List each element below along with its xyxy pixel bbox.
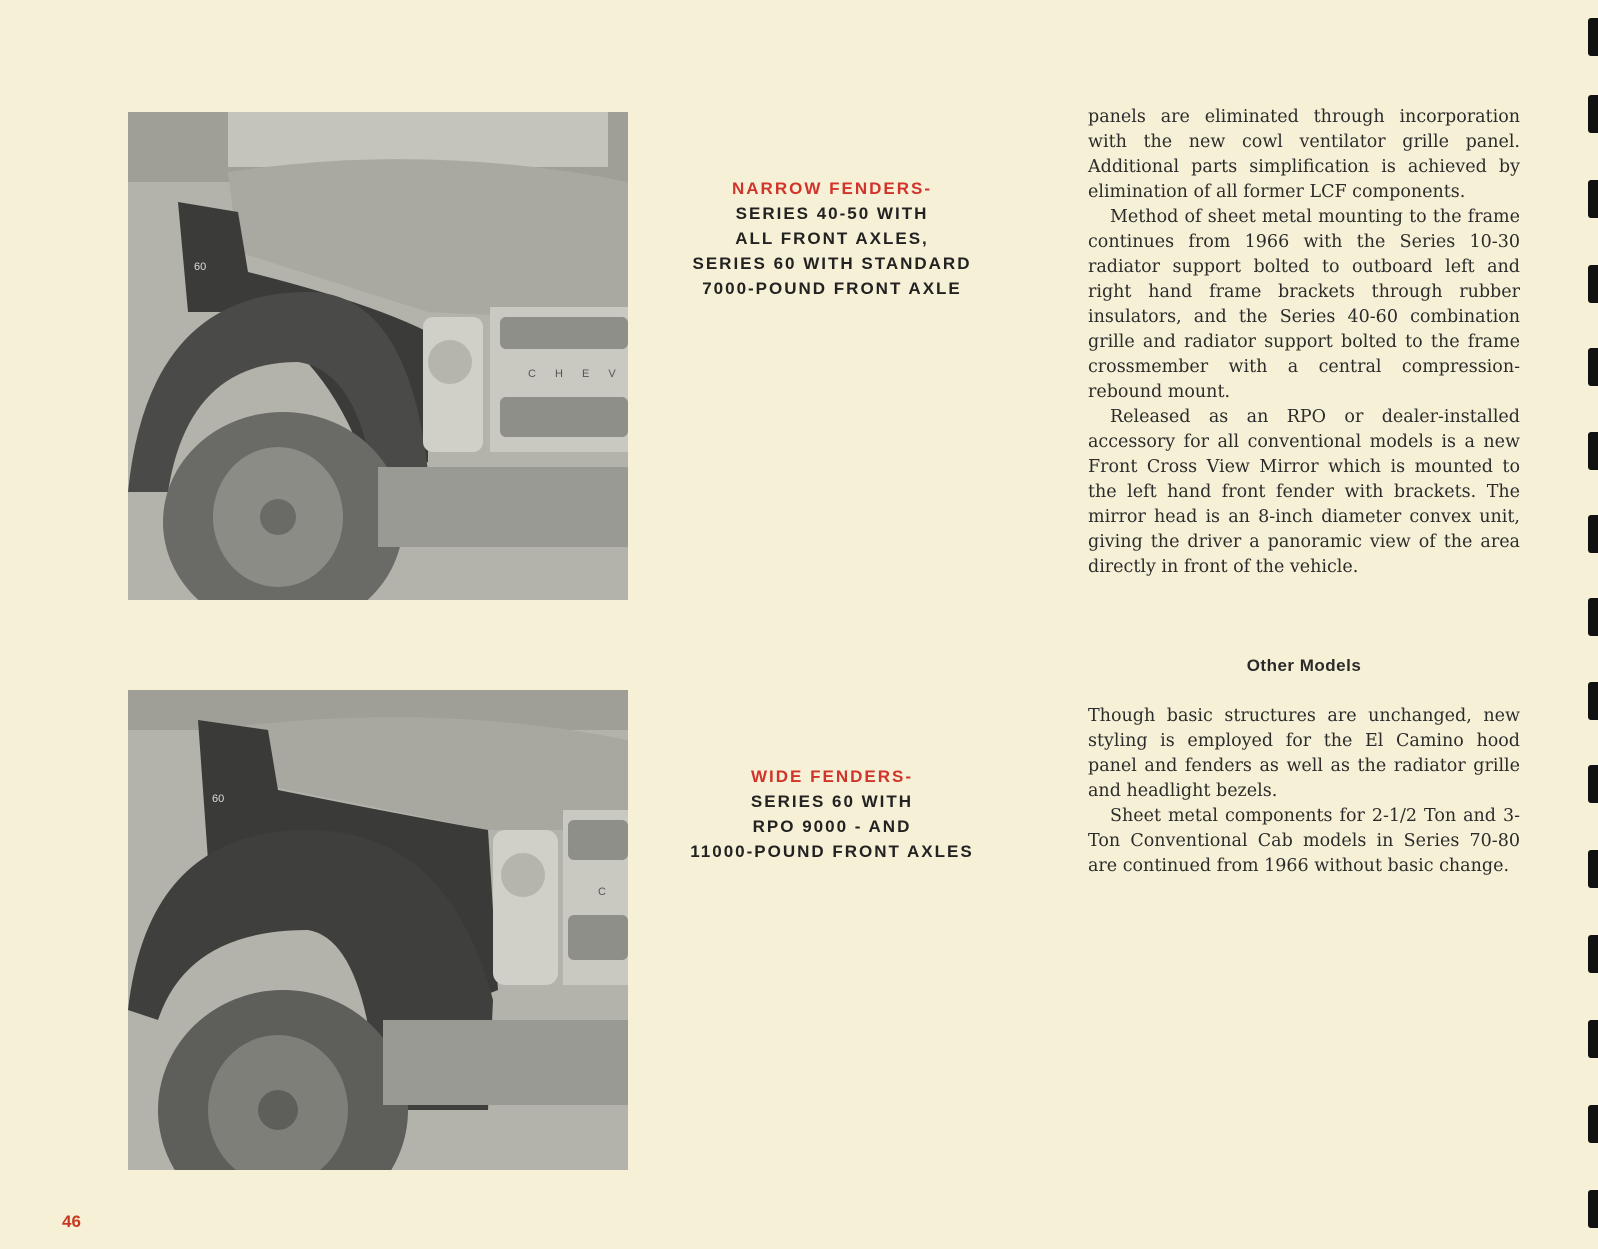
svg-text:60: 60 xyxy=(194,261,207,273)
binding-hole xyxy=(1588,348,1598,386)
caption-line: SERIES 60 WITH xyxy=(750,792,914,811)
paragraph: Method of sheet metal mounting to the frame continues from 1966 with the Series 10-30 radiator support bolted to outboard left and right hand frame brackets through rubber insulators, and the Series 40-60 combination grille and radiator support bolted to the frame crossmember with a central compression-rebound mount. xyxy=(1088,207,1520,402)
caption-heading: WIDE FENDERS- xyxy=(751,767,913,786)
paragraph: Though basic structures are unchanged, new styling is employed for the El Camino hood panel and fenders as well as the radiator grille and headlight bezels. xyxy=(1088,706,1520,801)
caption-line: SERIES 40-50 WITH xyxy=(735,204,929,223)
binding-hole xyxy=(1588,1020,1598,1058)
binding-hole xyxy=(1588,1105,1598,1143)
binding-hole xyxy=(1588,95,1598,133)
body-text-lower xyxy=(1088,704,1520,879)
wide-fenders-photo xyxy=(128,690,628,1170)
binding-hole xyxy=(1588,598,1598,636)
binding-hole xyxy=(1588,515,1598,553)
caption-line: RPO 9000 - AND xyxy=(752,817,912,836)
paragraph: Released as an RPO or dealer-installed accessory for all conventional models is a new Front Cross View Mirror which is mounted to the left hand front fender with brackets. The mirror head is an 8-inch diameter convex unit, giving the driver a panoramic view of the area directly in front of the vehicle. xyxy=(1088,407,1520,577)
section-heading: Other Models xyxy=(1246,656,1362,675)
page-number: 46 xyxy=(62,1212,81,1231)
spiral-binding xyxy=(1588,0,1598,1249)
truck-front-wide-illustration xyxy=(128,690,628,1170)
caption-line: SERIES 60 WITH STANDARD xyxy=(692,254,972,273)
binding-hole xyxy=(1588,765,1598,803)
binding-hole xyxy=(1588,18,1598,56)
svg-text:60: 60 xyxy=(212,793,225,805)
body-text-upper xyxy=(1088,105,1520,580)
wide-fenders-caption xyxy=(672,764,992,864)
binding-hole xyxy=(1588,1190,1598,1228)
narrow-fenders-photo xyxy=(128,112,628,600)
caption-line: 11000-POUND FRONT AXLES xyxy=(690,842,974,861)
binding-hole xyxy=(1588,935,1598,973)
binding-hole xyxy=(1588,265,1598,303)
truck-front-illustration xyxy=(128,112,628,600)
binding-hole xyxy=(1588,432,1598,470)
paragraph: Sheet metal components for 2-1/2 Ton and 3-Ton Conventional Cab models in Series 70-80 are continued from 1966 without basic change. xyxy=(1088,806,1520,876)
binding-hole xyxy=(1588,850,1598,888)
binding-hole xyxy=(1588,180,1598,218)
caption-line: 7000-POUND FRONT AXLE xyxy=(702,279,962,298)
paragraph: panels are eliminated through incorporation with the new cowl ventilator grille panel. Additional parts simplification is achieved by elimination of all former LCF components. xyxy=(1088,107,1520,202)
narrow-fenders-caption xyxy=(672,176,992,301)
svg-text:C H E V: C H E V xyxy=(528,368,624,380)
caption-line: ALL FRONT AXLES, xyxy=(735,229,929,248)
svg-text:C: C xyxy=(598,886,606,898)
caption-heading: NARROW FENDERS- xyxy=(732,179,932,198)
binding-hole xyxy=(1588,682,1598,720)
